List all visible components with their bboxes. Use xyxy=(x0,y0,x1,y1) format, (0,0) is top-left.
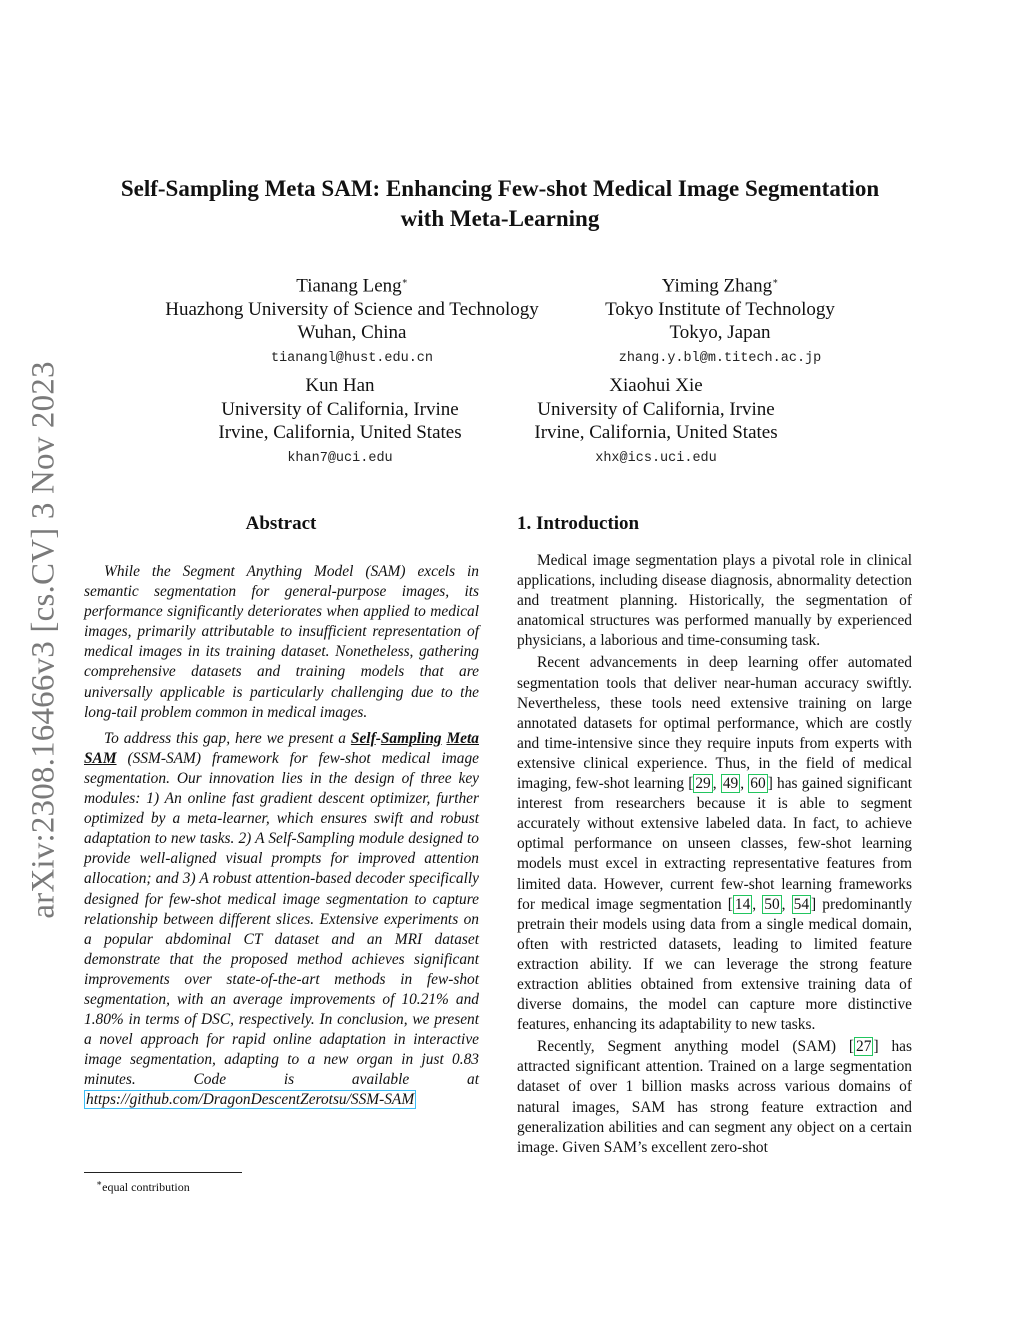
title-line-1: Self-Sampling Meta SAM: Enhancing Few-shot Medical Image Segmentation xyxy=(120,176,880,201)
footnote xyxy=(96,1178,190,1195)
intro-text: ] predominantly pretrain their models using data from a single medical domain, often with restricted datasets, leading to limited feature extraction ability. If we can leverage the strong feature extraction ablities obtained from extensive training data of diverse domains, the model can capture more distinctive features, enhancing its adaptability to new tasks. xyxy=(517,895,913,1034)
author-mark: ∗ xyxy=(772,276,779,286)
citation-link[interactable]: 49 xyxy=(722,775,739,793)
footnote-text: equal contribution xyxy=(102,1180,190,1194)
citation-link[interactable]: 60 xyxy=(750,775,766,793)
author-mark: ∗ xyxy=(401,276,408,286)
author-location: Tokyo, Japan xyxy=(669,322,771,344)
emphasis-meta: Meta xyxy=(446,729,479,747)
author-location: Irvine, California, United States xyxy=(534,422,778,443)
author-name: Kun Han xyxy=(305,375,375,396)
author-block-2 xyxy=(580,270,860,370)
citation-separator: , xyxy=(740,775,749,793)
intro-text: ] has attracted significant attention. Trained on a large segmentation dataset of over 1 billion masks across various domains of natural images, SAM has strong feature extraction and generalization abilities and can segment any object on a certain image. Given SAM’s excellent zero-shot xyxy=(517,1038,912,1156)
emphasis-hyphen: - xyxy=(375,729,381,747)
author-location: Wuhan, China xyxy=(297,322,407,344)
author-name: Xiaohui Xie xyxy=(609,375,703,396)
author-location: Irvine, California, United States xyxy=(218,422,462,443)
citation-separator: , xyxy=(752,895,763,913)
abstract-body xyxy=(84,562,479,1111)
citation-link[interactable]: 29 xyxy=(695,775,711,793)
intro-text: Recently, Segment anything model (SAM) [ xyxy=(537,1038,855,1056)
author-email: khan7@uci.edu xyxy=(287,450,393,466)
author-name: Yiming Zhang xyxy=(661,275,773,297)
author-name: Tianang Leng xyxy=(296,275,402,297)
code-link[interactable]: https://github.com/DragonDescentZerotsu/SSM-SAM xyxy=(86,1091,415,1109)
intro-paragraph-3 xyxy=(517,1037,912,1158)
emphasis-sam: SAM xyxy=(84,749,117,767)
citation-separator: , xyxy=(712,775,721,793)
paper-title xyxy=(90,174,910,234)
citation-separator: , xyxy=(781,895,792,913)
intro-paragraph-2 xyxy=(517,653,912,1035)
author-block-3 xyxy=(180,374,500,470)
author-block-1 xyxy=(150,270,554,370)
intro-text: Recent advancements in deep learning offer automated segmentation tools that deliver near-human accuracy swiftly. Nevertheless, these tools need extensive training on large annotated datasets for optimal performance, which are costly and time-intensive since they require inputs from experts with extensive clinical experience. Thus, in the field of medical imaging, few-shot learning [ xyxy=(517,654,912,793)
abstract-heading: Abstract xyxy=(245,513,317,534)
abstract-paragraph-1: While the Segment Anything Model (SAM) excels in semantic segmentation for general-purpose images, its performance significantly deteriorates when applied to medical images, primarily attributable to insufficient representation of medical images in its training dataset. Nonetheless, gathering comprehensive datasets and training models that are universally applicable is particularly challenging due to the long-tail problem common in medical images. xyxy=(84,563,479,721)
author-affiliation: Huazhong University of Science and Technology xyxy=(165,298,539,320)
author-affiliation: Tokyo Institute of Technology xyxy=(605,298,835,320)
intro-text: ] has gained significant interest from researchers because it is able to segment accurately without extensive labeled data. In fact, to achieve optimal performance on unseen classes, few-shot learning models must excel in extracting representative features from limited data. However, current few-shot learning frameworks for medical image segmentation [ xyxy=(517,775,912,913)
arxiv-identifier: arXiv:2308.16466v3 [cs.CV] 3 Nov 2023 xyxy=(25,361,62,919)
abstract-text: To address this gap, here we present a xyxy=(104,729,351,747)
introduction-body xyxy=(517,551,912,1158)
author-email: xhx@ics.uci.edu xyxy=(595,450,717,466)
citation-link[interactable]: 27 xyxy=(856,1038,872,1056)
citation-link[interactable]: 50 xyxy=(764,895,780,913)
author-block-4 xyxy=(500,374,812,470)
intro-paragraph-1: Medical image segmentation plays a pivotal role in clinical applications, including disease diagnosis, abnormality detection and treatment planning. Historically, the segmentation of anatomical structures was performed manually by experienced physicians, a laborious and time-consuming task. xyxy=(517,552,912,650)
emphasis-self: Self xyxy=(350,729,376,747)
author-affiliation: University of California, Irvine xyxy=(221,398,459,420)
abstract-text: (SSM-SAM) framework for few-shot medical image segmentation. Our innovation lies in the design of three key modules: 1) An online fast gradient descent optimizer, further optimized by a meta-learner, which ensures swift and robust adaptation to new tasks. 2) A Self-Sampling module designed to provide well-aligned visual prompts for improved attention allocation; and 3) A robust attention-based decoder specifically designed for few-shot medical image segmentation to capture relationship between different slices. Extensive experiments on a popular abdominal CT dataset and an MRI dataset demonstrate that the proposed method achieves significant improvements over state-of-the-art methods in few-shot segmentation, with an average improvements of 10.21% and 1.80% in terms of DSC, respectively. In conclusion, we present a novel approach for rapid online adaptation in interactive image segmentation, adapting to a new organ in just 0.83 minutes. Code is available at xyxy=(84,749,479,1089)
footnote-mark: ∗ xyxy=(96,1178,103,1188)
introduction-heading: 1. Introduction xyxy=(517,513,640,534)
title-line-2: with Meta-Learning xyxy=(400,206,600,231)
author-email: zhang.y.bl@m.titech.ac.jp xyxy=(618,350,822,366)
author-email: tianangl@hust.edu.cn xyxy=(270,350,434,366)
footnote-rule xyxy=(84,1172,242,1173)
author-affiliation: University of California, Irvine xyxy=(537,398,775,420)
citation-link[interactable]: 14 xyxy=(734,895,751,913)
abstract-paragraph-2 xyxy=(84,729,479,1111)
emphasis-sampling: Sampling xyxy=(380,729,442,747)
arxiv-sidebar xyxy=(24,350,64,930)
citation-link[interactable]: 54 xyxy=(793,895,810,913)
